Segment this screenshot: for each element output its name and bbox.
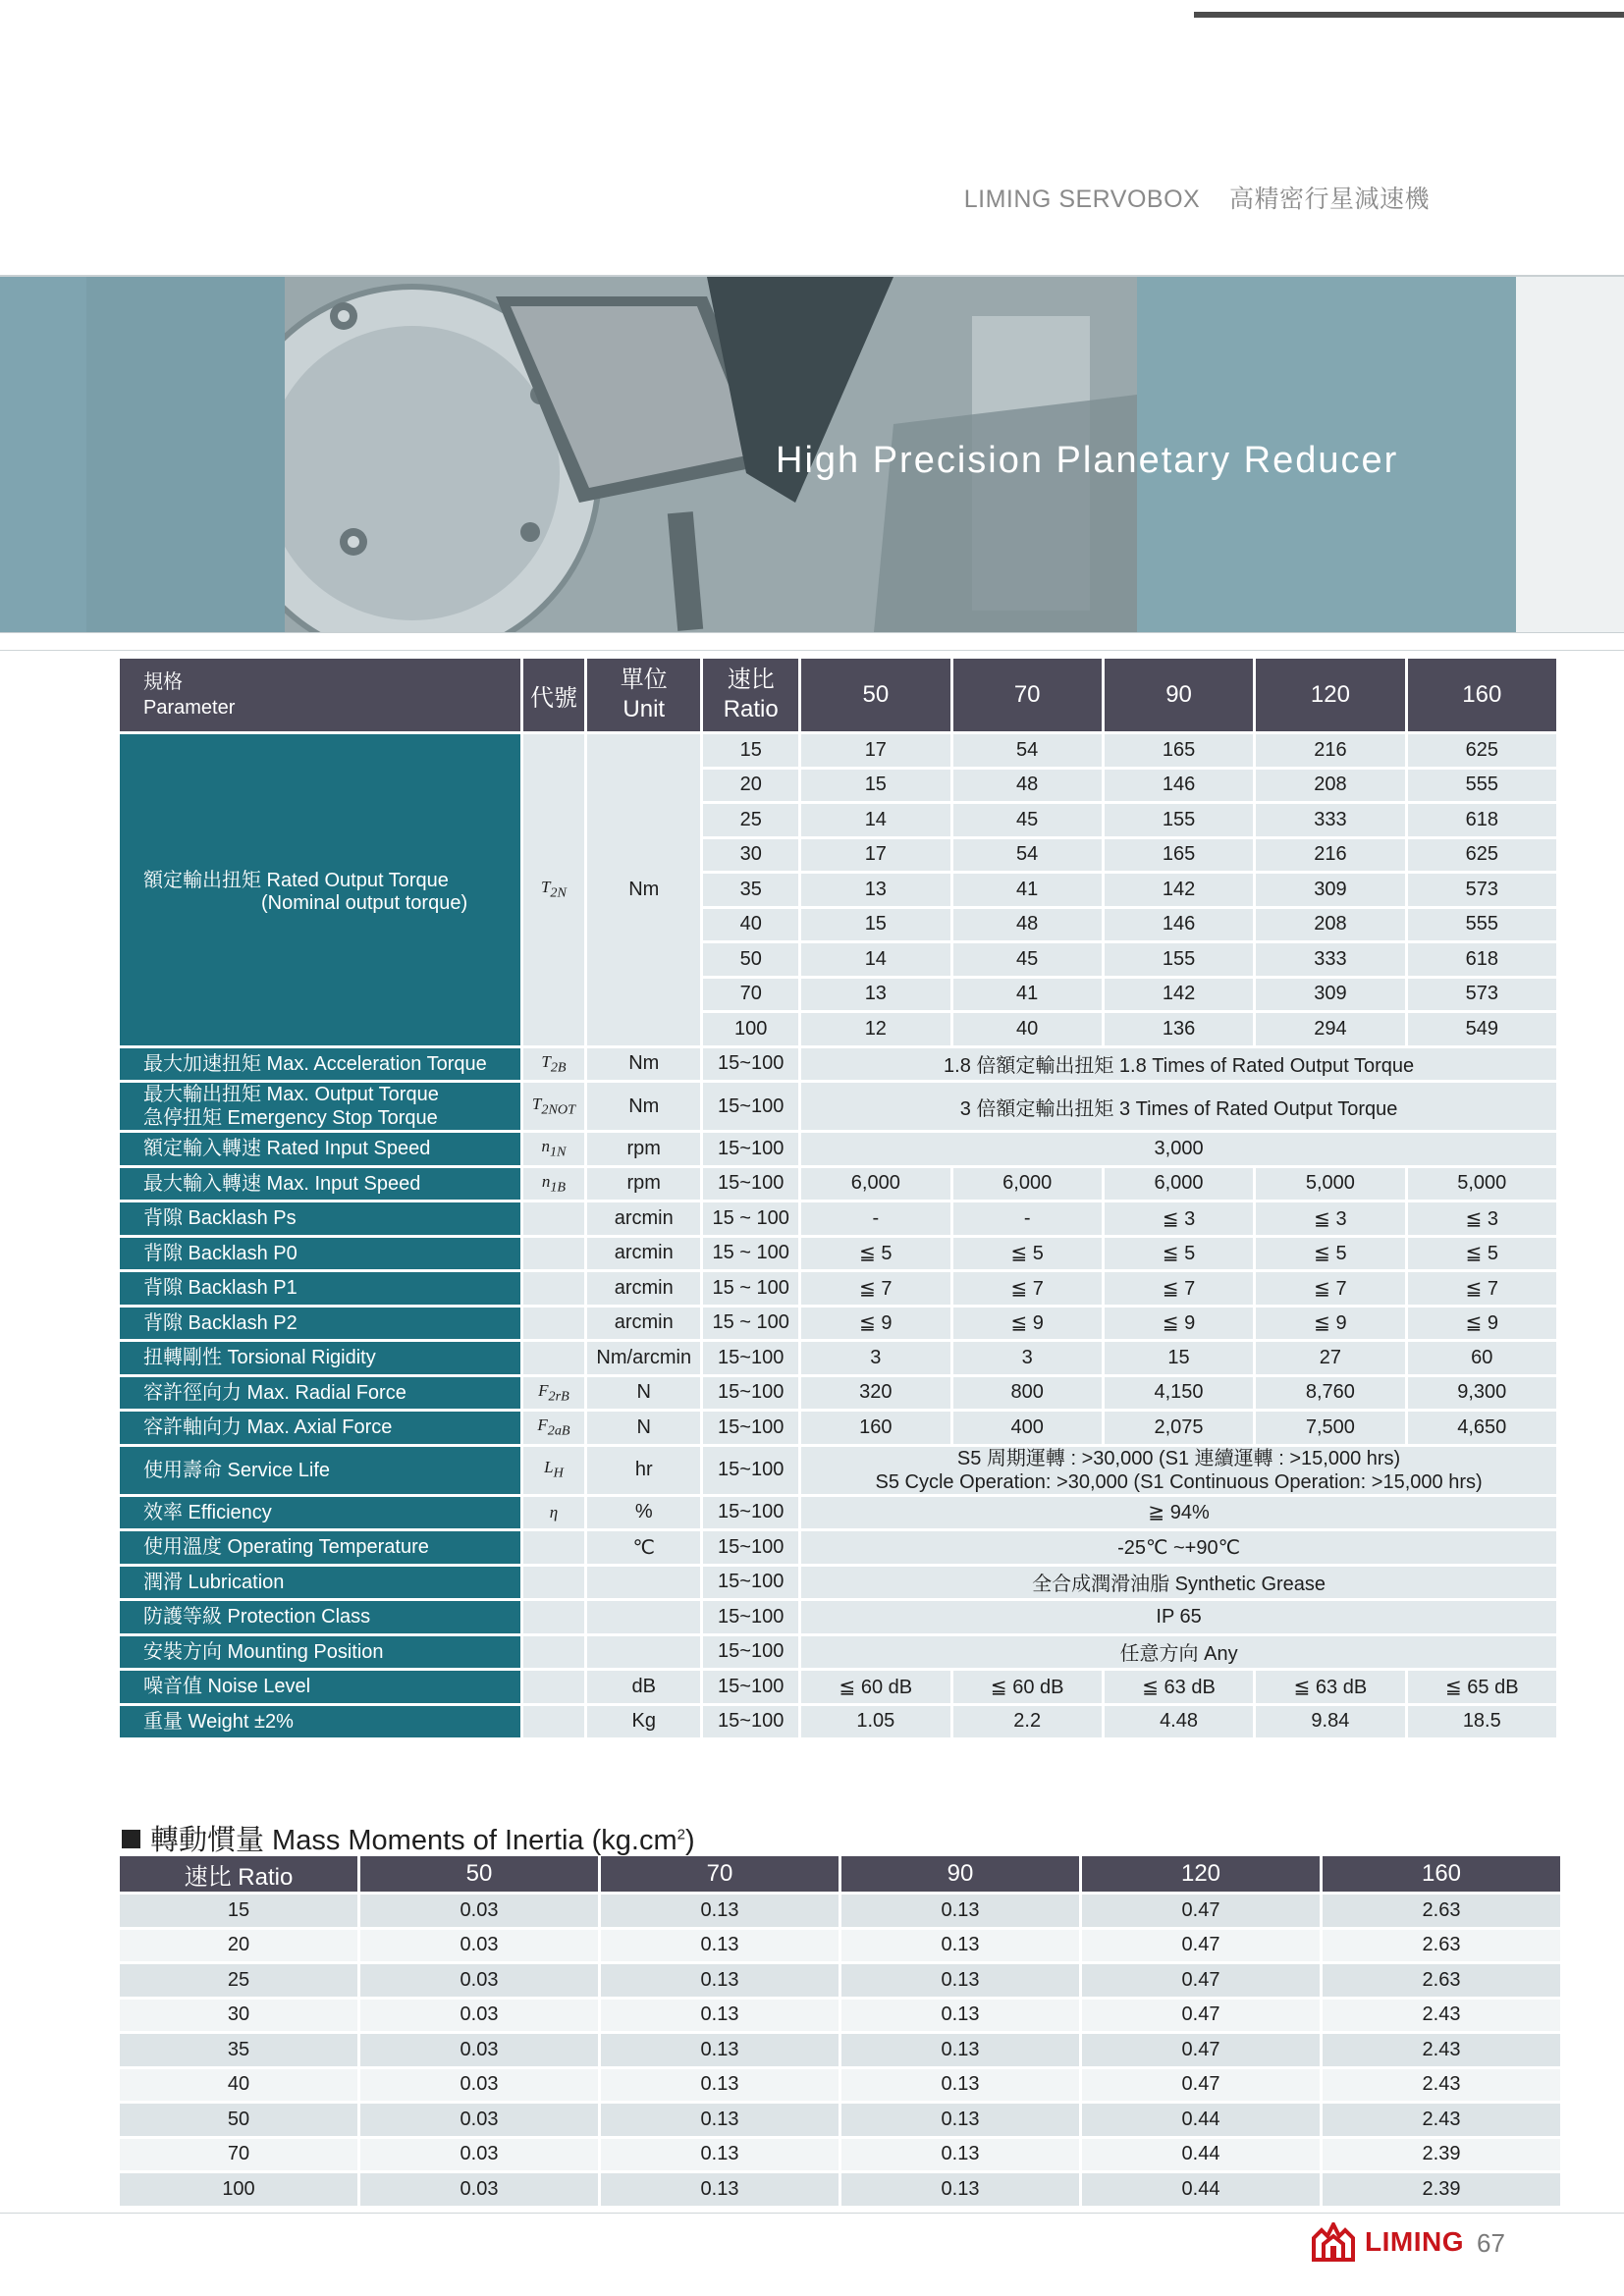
spec-table bbox=[117, 656, 1559, 1740]
table-row: 100 0.03 0.13 0.13 0.44 2.39 bbox=[120, 2173, 1560, 2206]
table-row: 容許軸向力 Max. Axial Force $F_{2aB}$ N 15~100 160 400 2,075 7,500 4,650 bbox=[120, 1412, 1556, 1444]
rated-torque-label: 額定輸出扭矩 Rated Output Torque (Nominal output torque) bbox=[120, 734, 520, 1045]
table-row: 15 0.03 0.13 0.13 0.47 2.63 bbox=[120, 1895, 1560, 1927]
table-row: 額定輸出扭矩 Rated Output Torque (Nominal output torque) $T_{2N}$ Nm 15 17 54 165 216 625 bbox=[120, 734, 1556, 767]
header-size: 160 bbox=[1408, 659, 1556, 731]
divider bbox=[0, 650, 1624, 651]
table-row: 30 17 54 165 216 625 bbox=[120, 839, 1556, 872]
header-size: 90 bbox=[1105, 659, 1253, 731]
footer-divider bbox=[0, 2213, 1624, 2214]
table-row: 額定輸入轉速 Rated Input Speed $n_{1N}$ rpm 15~100 3,000 bbox=[120, 1133, 1556, 1165]
header-ratio: 速比 Ratio bbox=[703, 659, 798, 731]
header-size: 70 bbox=[953, 659, 1102, 731]
table-row: 最大輸入轉速 Max. Input Speed $n_{1B}$ rpm 15~100 6,000 6,000 6,000 5,000 5,000 bbox=[120, 1168, 1556, 1201]
unit-cell: Nm bbox=[587, 734, 700, 1045]
table-row: 25 0.03 0.13 0.13 0.47 2.63 bbox=[120, 1964, 1560, 1997]
table-row: 最大加速扭矩 Max. Acceleration Torque $T_{2B}$ Nm 15~100 1.8 倍額定輸出扭矩 1.8 Times of Rated Output Torque bbox=[120, 1048, 1556, 1081]
table-row: 40 0.03 0.13 0.13 0.47 2.43 bbox=[120, 2069, 1560, 2102]
table-row: 噪音值 Noise Level dB 15~100 ≦ 60 dB ≦ 60 dB ≦ 63 dB ≦ 63 dB ≦ 65 dB bbox=[120, 1671, 1556, 1703]
page-number: 67 bbox=[1477, 2228, 1505, 2258]
inertia-table bbox=[117, 1853, 1563, 2209]
inertia-header-row: 速比 Ratio 50 70 90 120 160 bbox=[120, 1856, 1560, 1892]
banner-title: High Precision Planetary Reducer bbox=[776, 440, 1399, 481]
table-row: 40 15 48 146 208 555 bbox=[120, 909, 1556, 941]
table-row: 潤滑 Lubrication 15~100 全合成潤滑油脂 Synthetic Grease bbox=[120, 1567, 1556, 1599]
table-row: 背隙 Backlash P1 arcmin 15 ~ 100 ≦ 7 ≦ 7 ≦ 7 ≦ 7 ≦ 7 bbox=[120, 1272, 1556, 1305]
header-unit: 單位 Unit bbox=[587, 659, 700, 731]
liming-logo-icon bbox=[1310, 2222, 1357, 2262]
table-row: 扭轉剛性 Torsional Rigidity Nm/arcmin 15~100 3 3 15 27 60 bbox=[120, 1342, 1556, 1374]
symbol-cell: $T_{2N}$ bbox=[523, 734, 585, 1045]
table-row: 30 0.03 0.13 0.13 0.47 2.43 bbox=[120, 2000, 1560, 2032]
table-row: 100 12 40 136 294 549 bbox=[120, 1013, 1556, 1045]
table-row: 安裝方向 Mounting Position 15~100 任意方向 Any bbox=[120, 1636, 1556, 1669]
table-row: 50 0.03 0.13 0.13 0.44 2.43 bbox=[120, 2104, 1560, 2136]
table-row: 重量 Weight ±2% Kg 15~100 1.05 2.2 4.48 9.84 18.5 bbox=[120, 1706, 1556, 1738]
header-parameter: 規格 Parameter bbox=[120, 659, 520, 731]
header-size: 120 bbox=[1256, 659, 1404, 731]
table-row: 背隙 Backlash P0 arcmin 15 ~ 100 ≦ 5 ≦ 5 ≦ 5 ≦ 5 ≦ 5 bbox=[120, 1238, 1556, 1270]
table-row: 25 14 45 155 333 618 bbox=[120, 804, 1556, 836]
header-size: 50 bbox=[801, 659, 949, 731]
table-row: 效率 Efficiency η % 15~100 ≧ 94% bbox=[120, 1497, 1556, 1529]
table-row: 使用壽命 Service Life $L_H$ hr 15~100 S5 周期運轉 : >30,000 (S1 連續運轉 : >15,000 hrs) S5 Cycle Operation: >30,000 (S1 Continuous Operation: >15,000 hrs) bbox=[120, 1447, 1556, 1494]
square-bullet-icon bbox=[122, 1830, 140, 1848]
inertia-title: 轉動慣量 Mass Moments of Inertia $(kg.cm^2)$ bbox=[122, 1818, 695, 1858]
top-rule bbox=[1194, 12, 1624, 18]
table-row: 70 0.03 0.13 0.13 0.44 2.39 bbox=[120, 2139, 1560, 2171]
hero-banner bbox=[0, 275, 1624, 633]
table-row: 背隙 Backlash Ps arcmin 15 ~ 100 - - ≦ 3 ≦ 3 ≦ 3 bbox=[120, 1202, 1556, 1235]
spec-header-row bbox=[120, 659, 1556, 731]
table-row: 35 0.03 0.13 0.13 0.47 2.43 bbox=[120, 2034, 1560, 2066]
table-row: 70 13 41 142 309 573 bbox=[120, 979, 1556, 1011]
table-row: 20 15 48 146 208 555 bbox=[120, 770, 1556, 802]
table-row: 35 13 41 142 309 573 bbox=[120, 874, 1556, 906]
brand-header: LIMING SERVOBOX 高精密行星減速機 bbox=[963, 186, 1430, 213]
table-row: 20 0.03 0.13 0.13 0.47 2.63 bbox=[120, 1930, 1560, 1962]
table-row: 50 14 45 155 333 618 bbox=[120, 943, 1556, 976]
header-symbol: 代號 bbox=[523, 659, 585, 731]
table-row: 容許徑向力 Max. Radial Force $F_{2rB}$ N 15~100 320 800 4,150 8,760 9,300 bbox=[120, 1377, 1556, 1410]
table-row: 防護等級 Protection Class 15~100 IP 65 bbox=[120, 1601, 1556, 1633]
table-row: 背隙 Backlash P2 arcmin 15 ~ 100 ≦ 9 ≦ 9 ≦ 9 ≦ 9 ≦ 9 bbox=[120, 1308, 1556, 1340]
table-row: 最大輸出扭矩 Max. Output Torque 急停扭矩 Emergency Stop Torque $T_{2NOT}$ Nm 15~100 3 倍額定輸出扭矩 3 Times of Rated Output Torque bbox=[120, 1083, 1556, 1130]
liming-logo: LIMING bbox=[1310, 2222, 1526, 2262]
table-row: 使用溫度 Operating Temperature ℃ 15~100 -25℃ ~+90℃ bbox=[120, 1531, 1556, 1564]
